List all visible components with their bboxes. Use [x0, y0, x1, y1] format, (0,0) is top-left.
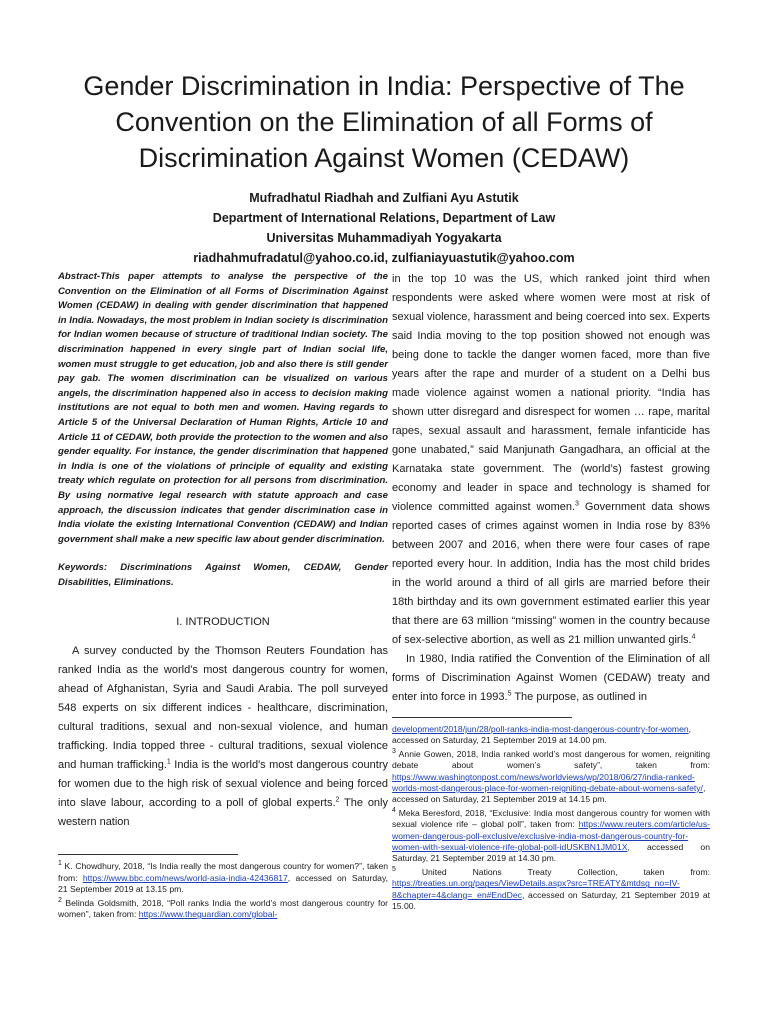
footnote-item — [58, 861, 388, 895]
footnotes-right — [392, 724, 710, 913]
author-department: Department of International Relations, Department of Law — [212, 211, 556, 225]
footnote-item — [392, 724, 710, 747]
footnote-mark: 4 — [392, 806, 396, 814]
author-emails: riadhahmufradatul@yahoo.co.id, zulfianiayuastutik@yahoo.com — [193, 251, 575, 265]
right-column — [392, 270, 710, 915]
footnote-text: , accessed on Saturday, 21 September 2019 at 15.00. — [392, 889, 710, 912]
footnote-text: , accessed on Saturday, 21 September 2019 at 14.00 pm. — [392, 724, 692, 746]
footnote-link[interactable]: https://treaties.un.org/pages/ViewDetails.aspx?src=TREATY&mtdsg_no=IV-8&chapter=4&clang=_en#EndDec — [392, 878, 680, 900]
footnote-divider — [58, 854, 238, 855]
body-text-d: The purpose, as outlined in — [511, 691, 648, 703]
body-text-b: Government data shows reported cases of crimes against women in India rose by 83% between 2007 and 2016, when there were four cases of rape reported every hour. In addition, India has the most child brides in the world around a third of all girls are married before their 18th birthday and its own government estimated earlier this year that there are 63 million “missing” women in the country because of sex-selective abortion, as well as 21 million unwanted girls. — [392, 501, 710, 646]
footnote-text: Meka Beresford, 2018, “Exclusive: India most dangerous country for women with sexual violence rife – global poll”, taken from: — [392, 807, 710, 830]
intro-paragraph — [58, 642, 388, 832]
footnote-item — [392, 749, 710, 806]
footnote-ref-3[interactable]: 3 — [575, 500, 579, 508]
footnote-ref-1[interactable]: 1 — [166, 758, 171, 766]
footnote-text: Annie Gowen, 2018, India ranked world’s most dangerous for women, reigniting debate about women’s safety”, taken from: — [392, 748, 710, 771]
footnote-mark: 3 — [392, 747, 396, 755]
footnote-text: United Nations Treaty Collection, taken from: — [395, 866, 710, 877]
footnote-link[interactable]: https://www.reuters.com/article/us-women-dangerous-poll-exclusive/exclusive-india-most-dangerous-country-for-women-with-sexual-violence-rife-global-poll-idUSKBN1JM01X — [392, 819, 710, 853]
keywords: Keywords: Discriminations Against Women, CEDAW, Gender Disabilities, Eliminations. — [58, 562, 388, 588]
footnotes-left — [58, 861, 388, 920]
footnote-text: Belinda Goldsmith, 2018, “Poll ranks India the world’s most dangerous country for women”, taken from: — [58, 897, 388, 920]
author-university: Universitas Muhammadiyah Yogyakarta — [266, 231, 502, 245]
footnote-text: , accessed on Saturday, 21 September 2019 at 14.30 pm. — [392, 842, 710, 864]
footnote-text: K. Chowdhury, 2018, “Is India really the most dangerous country for women?”, taken from: — [58, 861, 388, 883]
author-block — [40, 188, 728, 268]
footnote-link[interactable]: development/2018/jun/28/poll-ranks-india-most-dangerous-country-for-women — [392, 724, 689, 734]
footnote-item — [392, 808, 710, 865]
body-paragraph — [392, 650, 710, 707]
footnote-ref-4[interactable]: 4 — [691, 633, 696, 641]
footnote-link[interactable]: https://www.washingtonpost.com/news/worldviews/wp/2018/06/27/india-ranked-worlds-most-dangerous-place-for-women-reigniting-debate-about-womens-safety/ — [392, 771, 703, 794]
intro-text-c: The only western nation — [58, 797, 388, 829]
footnote-mark: 5 — [392, 866, 396, 874]
footnote-ref-5[interactable]: 5 — [507, 690, 512, 698]
author-names: Mufradhatul Riadhah and Zulfiani Ayu Astutik — [249, 191, 519, 205]
footnote-link[interactable]: https://www.bbc.com/news/world-asia-india-42436817 — [82, 872, 288, 883]
footnote-ref-2[interactable]: 2 — [335, 796, 340, 804]
footnote-item — [58, 898, 388, 921]
footnote-link[interactable]: https://www.theguardian.com/global- — [138, 909, 278, 920]
intro-text-b: India is the world's most dangerous country for women due to the high risk of sexual violence and being forced into slave labour, according to a poll of global experts. — [58, 759, 388, 810]
section-heading-introduction: I. INTRODUCTION — [176, 616, 270, 629]
footnote-item — [392, 867, 710, 913]
body-text-a: in the top 10 was the US, which ranked joint third when respondents were asked where women were most at risk of sexual violence, harassment and being coerced into sex. Experts said India moving to the top position showed not enough was being done to tackle the danger women faced, more than five years after the rape and murder of a student on a Delhi bus made violence against women a national priority. “India has shown utter disregard and disrespect for women … rape, marital rapes, sexual assault and harassment, female infanticide has gone unabated,” said Manjunath Gangadhara, an official at the Karnataka state government. The (world’s) fastest growing economy and leader in space and technology is shamed for violence committed against women. — [392, 273, 710, 513]
abstract: Abstract-This paper attempts to analyse the perspective of the Convention on the Elimination of all Forms of Discrimination Against Women (CEDAW) in dealing with gender discrimination that happened in India. Nowadays, the most problem in Indian society is discrimination for Indian women because of structure of traditional Indian society. The discrimination happened in every single part of Indian social life, women must struggle to get education, job and also there is still gender pay gab. The women discrimination can be visualized on various angels, the discrimination happened also in access to decision making institutions are not equal to both men and women. Having regards to Article 5 of the Universal Declaration of Human Rights, Article 10 and Article 11 of CEDAW, both provide the protection to the women and also gender equality. For instance, the gender discrimination that happened in India is one of the violations of principle of equality and existing treaty which regulate on protection for all persons from discrimination. By using normative legal research with statute approach and case approach, the discussion indicates that gender discrimination case in India violate the existing International Convention (CEDAW) and Indian government shall make a new specific law about gender discrimination. — [58, 271, 388, 545]
intro-text-a: A survey conducted by the Thomson Reuters Foundation has ranked India as the world's most dangerous country for women, ahead of Afghanistan, Syria and Saudi Arabia. The poll surveyed 548 experts on six different indices - healthcare, discrimination, cultural traditions, sexual and non-sexual violence, and human trafficking. India topped three - cultural traditions, sexual violence and human trafficking. — [58, 645, 388, 772]
paper-title: Gender Discrimination in India: Perspective of The Convention on the Elimination of all Forms of Discrimination Against Women (CEDAW) — [83, 71, 685, 173]
footnote-mark: 1 — [58, 860, 62, 868]
left-column — [58, 270, 388, 923]
footnote-mark: 2 — [58, 896, 62, 904]
footnote-text: , accessed on Saturday, 21 September 2019 at 14.15 pm. — [392, 783, 706, 805]
footnote-text: , accessed on Saturday, 21 September 2019 at 13.15 pm. — [58, 872, 389, 895]
footnote-divider — [392, 717, 572, 718]
body-paragraph — [392, 270, 710, 650]
body-text-c: In 1980, India ratified the Convention of the Elimination of all forms of Discrimination Against Women (CEDAW) treaty and enter into force in 1993. — [392, 653, 710, 703]
